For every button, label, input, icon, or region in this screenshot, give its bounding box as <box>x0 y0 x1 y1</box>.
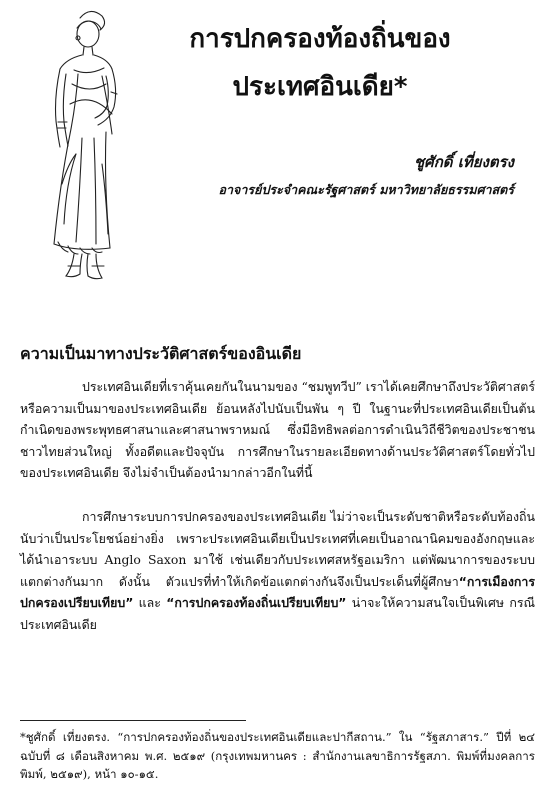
author-affiliation: อาจารย์ประจำคณะรัฐศาสตร์ มหาวิทยาลัยธรรมศาสตร์ <box>218 182 514 197</box>
footnote-divider <box>20 720 246 721</box>
article-title-line-2: ประเทศอินเดีย* <box>232 72 408 102</box>
indian-woman-illustration <box>22 4 152 304</box>
paragraph-2-text-2: และ <box>133 595 167 610</box>
body-paragraph-2 <box>20 506 535 635</box>
footnote: *ชูศักดิ์ เที่ยงตรง. “การปกครองท้องถิ่นของประเทศอินเดียและปากีสถาน.” ใน “รัฐสภาสาร.” ปีที่ ๒๔ ฉบับที่ ๘ เดือนสิงหาคม พ.ศ. ๒๕๑๙ (กรุงเทพมหานคร : สำนักงานเลขาธิการรัฐสภา. พิมพ์ที่มงคลการพิมพ์, ๒๕๑๙), หน้า ๑๐-๑๕. <box>20 730 535 781</box>
section-heading: ความเป็นมาทางประวัติศาสตร์ของอินเดีย <box>20 344 302 363</box>
paragraph-2-text-1: การศึกษาระบบการปกครองของประเทศอินเดีย ไม่ว่าจะเป็นระดับชาติหรือระดับท้องถิ่นนับว่าเป็นประโยชน์อย่างยิ่ง เพราะประเทศอินเดียเป็นประเทศที่เคยเป็นอาณานิคมของอังกฤษและได้นำเอาระบบ Anglo Saxon มาใช้ เช่นเดียวกับประเทศสหรัฐอเมริกา แต่พัฒนาการของระบบแตกต่างกันมาก ดังนั้น ตัวแปรที่ทำให้เกิดข้อแตกต่างกันจึงเป็นประเด็นที่ผู้ศึกษา <box>20 509 535 589</box>
article-title-line-1: การปกครองท้องถิ่นของ <box>189 24 451 54</box>
emphasis-comparative-politics: “การเมืองการปกครองเปรียบเทียบ” <box>20 573 535 610</box>
emphasis-comparative-local-government: “การปกครองท้องถิ่นเปรียบเทียบ” <box>166 595 347 610</box>
paragraph-2-text-3: น่าจะให้ความสนใจเป็นพิเศษ กรณีประเทศอินเดีย <box>20 595 535 632</box>
body-paragraph-1: ประเทศอินเดียที่เราคุ้นเคยกันในนามของ “ชมพูทวีป” เราได้เคยศึกษาถึงประวัติศาสตร์หรือความเป็นมาของประเทศอินเดีย ย้อนหลังไปนับเป็นพัน ๆ ปี ในฐานะที่ประเทศอินเดียเป็นต้นกำเนิดของพระพุทธศาสนาและศาสนาพราหมณ์ ซึ่งมีอิทธิพลต่อการดำเนินวิถีชีวิตของประชาชนชาวไทยส่วนใหญ่ ทั้งอดีตและปัจจุบัน การศึกษาในรายละเอียดทางด้านประวัติศาสตร์โดยทั่วไปของประเทศอินเดีย จึงไม่จำเป็นต้องนำมากล่าวอีกในที่นี้ <box>20 379 536 480</box>
author-name: ชูศักดิ์ เที่ยงตรง <box>414 153 514 171</box>
